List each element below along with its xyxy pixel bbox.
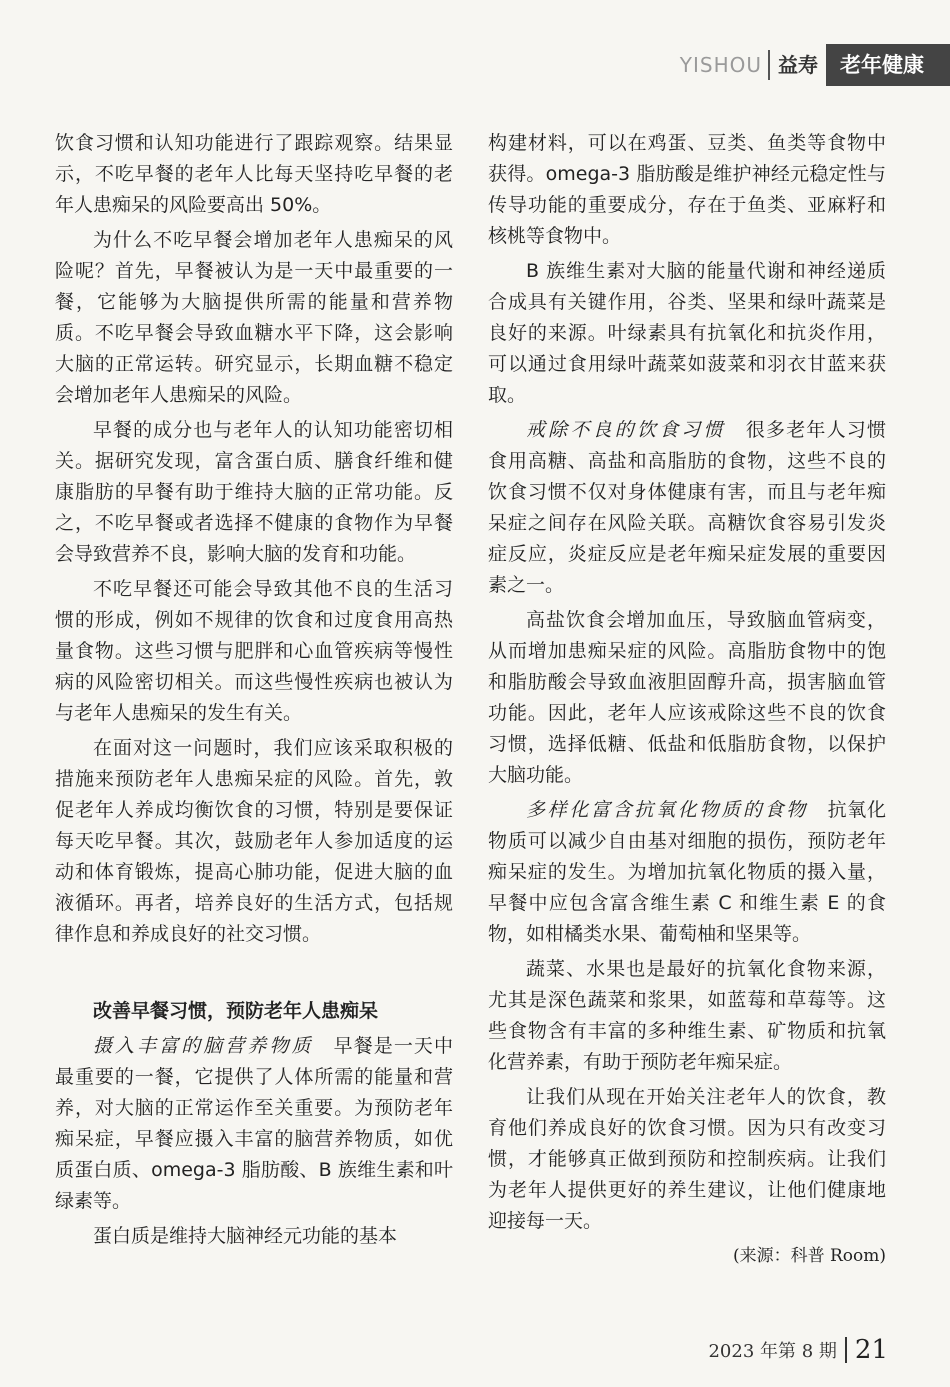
subheading: 多样化富含抗氧化物质的食物 — [526, 799, 808, 821]
source-credit: (来源：科普 Room) — [732, 1246, 886, 1266]
paragraph: 在面对这一问题时，我们应该采取积极的措施来预防老年人患痴呆症的风险。首先，敦促老年人养成均衡饮食的习惯，特别是要保证每天吃早餐。其次，鼓励老年人参加适度的运动和体育锻炼，提高心肺功能，促进大脑的血液循环。再者，培养良好的生活方式，包括规律作息和养成良好的社交习惯。 — [55, 737, 453, 945]
paragraph: 不吃早餐还可能会导致其他不良的生活习惯的形成，例如不规律的饮食和过度食用高热量食物。这些习惯与肥胖和心血管疾病等慢性病的风险密切相关。而这些慢性疾病也被认为与老年人患痴呆的发生有关。 — [55, 578, 453, 724]
page-footer — [708, 1335, 888, 1365]
issue-label: 2023 年第 8 期 — [708, 1337, 846, 1363]
brand-english: YISHOU — [679, 53, 762, 77]
subheading: 摄入丰富的脑营养物质 — [93, 1035, 314, 1057]
page-header — [680, 44, 950, 86]
paragraph-text: 很多老年人习惯食用高糖、高盐和高脂肪的食物，这些不良的饮食习惯不仅对身体健康有害，而且与老年痴呆症之间存在风险关联。高糖饮食容易引发炎症反应，炎症反应是老年痴呆症发展的重要因素之一。 — [488, 419, 886, 596]
subheading: 戒除不良的饮食习惯 — [526, 419, 726, 441]
section-tag: 老年健康 — [826, 44, 950, 86]
paragraph: 早餐的成分也与老年人的认知功能密切相关。据研究发现，富含蛋白质、膳食纤维和健康脂肪的早餐有助于维持大脑的正常功能。反之，不吃早餐或者选择不健康的食物作为早餐会导致营养不良，影响大脑的发育和功能。 — [55, 419, 453, 565]
page-number: 21 — [854, 1335, 888, 1365]
paragraph: 蔬菜、水果也是最好的抗氧化食物来源，尤其是深色蔬菜和浆果，如蓝莓和草莓等。这些食物含有丰富的多种维生素、矿物质和抗氧化营养素，有助于预防老年痴呆症。 — [488, 958, 886, 1073]
paragraph-text: 抗氧化物质可以减少自由基对细胞的损伤，预防老年痴呆症的发生。为增加抗氧化物质的摄入量，早餐中应包含富含维生素 C 和维生素 E 的食物，如柑橘类水果、葡萄柚和坚果等。 — [488, 799, 886, 945]
paragraph: 为什么不吃早餐会增加老年人患痴呆的风险呢？首先，早餐被认为是一天中最重要的一餐，它能够为大脑提供所需的能量和营养物质。不吃早餐会导致血糖水平下降，这会影响大脑的正常运转。研究显示，长期血糖不稳定会增加老年人患痴呆的风险。 — [55, 229, 453, 406]
paragraph: B 族维生素对大脑的能量代谢和神经递质合成具有关键作用，谷类、坚果和绿叶蔬菜是良好的来源。叶绿素具有抗氧化和抗炎作用，可以通过食用绿叶蔬菜如菠菜和羽衣甘蓝来获取。 — [488, 260, 886, 406]
right-column — [488, 128, 886, 1276]
section-heading: 改善早餐习惯，预防老年人患痴呆 — [93, 1000, 379, 1022]
brand-chinese: 益寿 — [768, 50, 826, 80]
paragraph — [55, 1031, 453, 1217]
paragraph-text: 早餐是一天中最重要的一餐，它提供了人体所需的能量和营养，对大脑的正常运作至关重要。为预防老年痴呆症，早餐应摄入丰富的脑营养物质，如优质蛋白质、omega-3 脂肪酸、B 族维生素和叶绿素等。 — [55, 1035, 453, 1212]
paragraph: 构建材料，可以在鸡蛋、豆类、鱼类等食物中获得。omega-3 脂肪酸是维护神经元稳定性与传导功能的重要成分，存在于鱼类、亚麻籽和核桃等食物中。 — [488, 132, 886, 247]
paragraph — [488, 415, 886, 601]
paragraph — [488, 795, 886, 950]
paragraph: 饮食习惯和认知功能进行了跟踪观察。结果显示，不吃早餐的老年人比每天坚持吃早餐的老年人患痴呆的风险要高出 50%。 — [55, 132, 453, 216]
left-column — [55, 128, 453, 1256]
paragraph: 让我们从现在开始关注老年人的饮食，教育他们养成良好的饮食习惯。因为只有改变习惯，才能够真正做到预防和控制疾病。让我们为老年人提供更好的养生建议，让他们健康地迎接每一天。 — [488, 1086, 886, 1232]
paragraph: 高盐饮食会增加血压，导致脑血管病变，从而增加患痴呆症的风险。高脂肪食物中的饱和脂肪酸会导致血液胆固醇升高，损害脑血管功能。因此，老年人应该戒除这些不良的饮食习惯，选择低糖、低盐和低脂肪食物，以保护大脑功能。 — [488, 609, 886, 786]
paragraph: 蛋白质是维持大脑神经元功能的基本 — [93, 1225, 398, 1247]
